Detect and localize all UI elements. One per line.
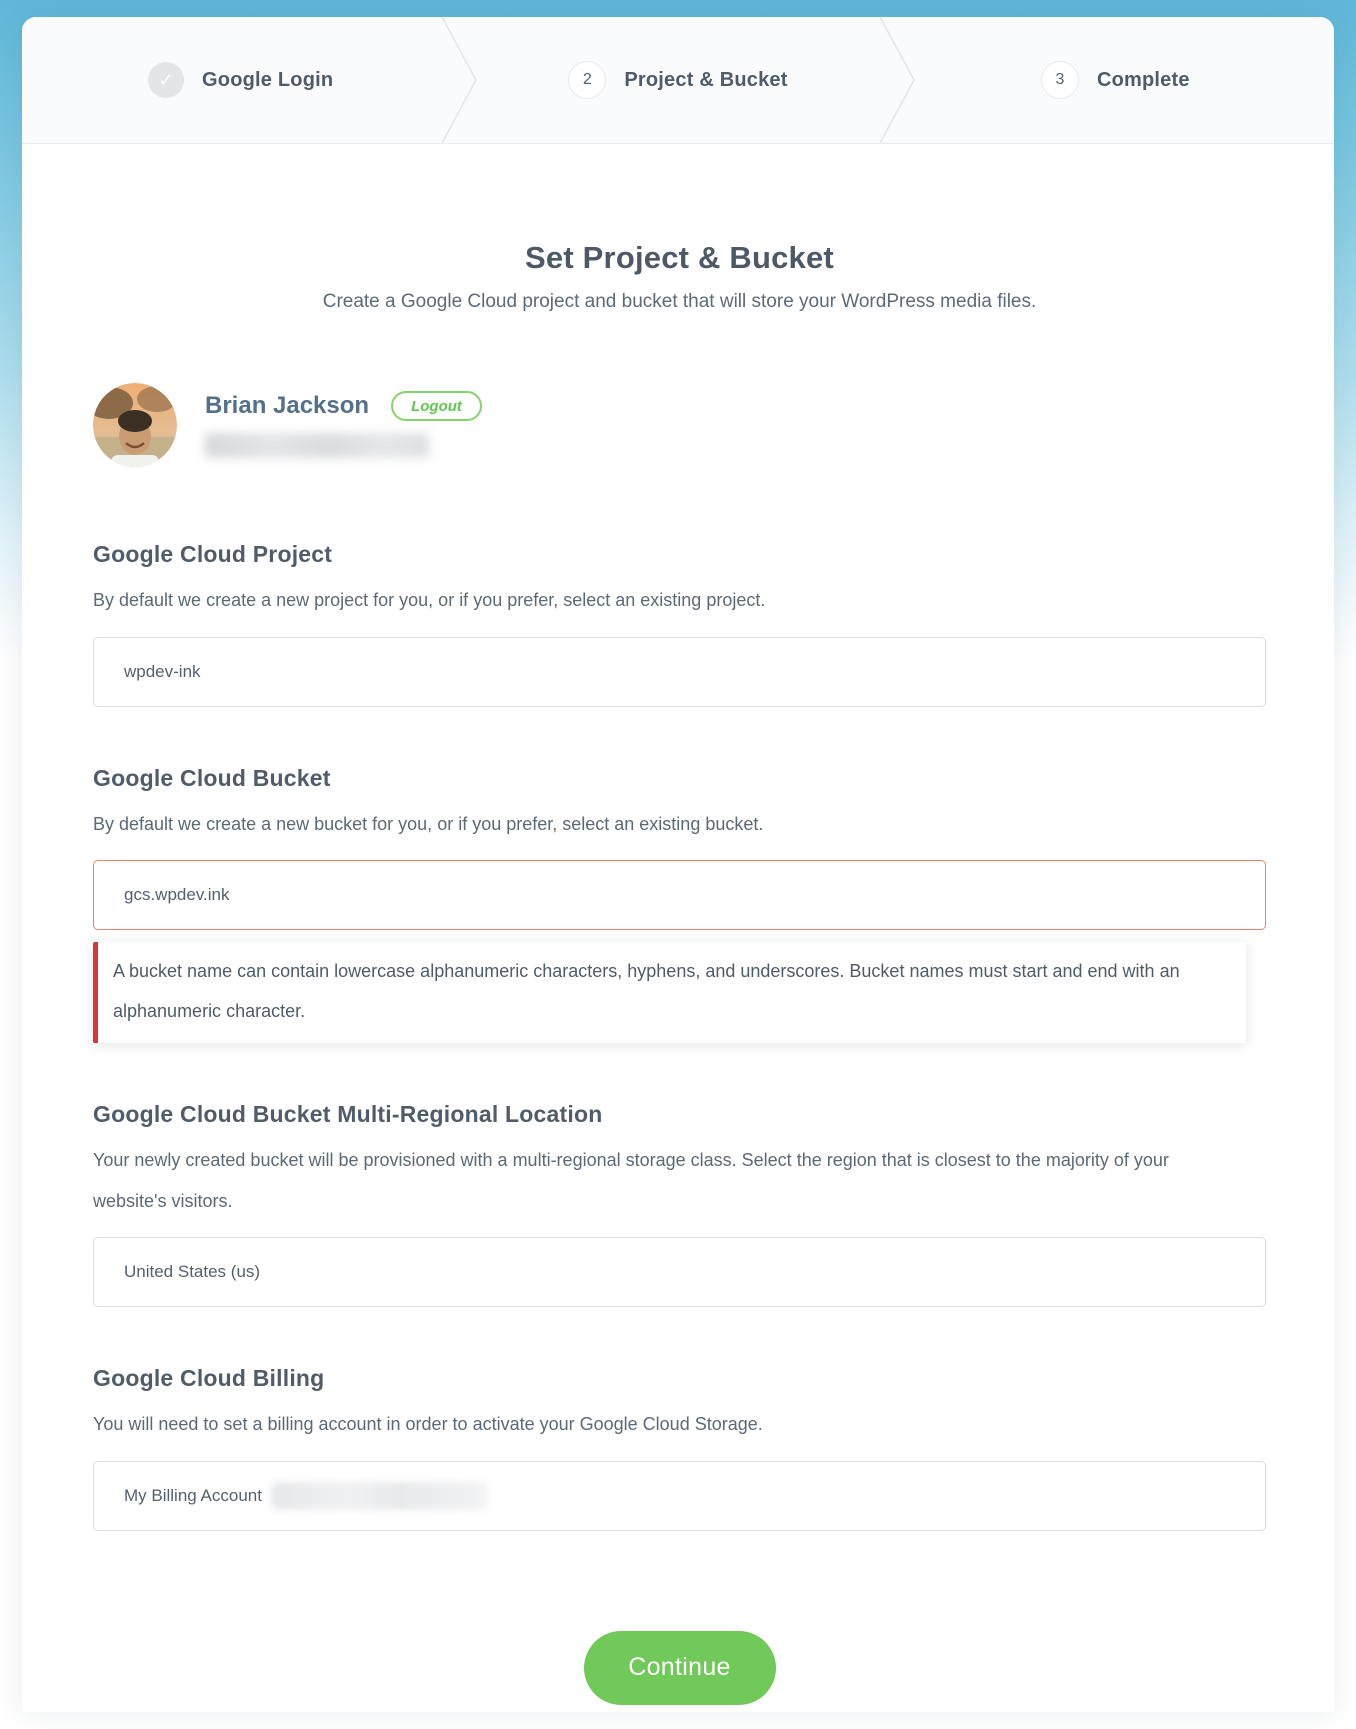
avatar [93, 383, 177, 467]
project-select-input[interactable] [93, 637, 1266, 707]
continue-area [93, 1631, 1266, 1729]
section-heading: Google Cloud Billing [93, 1365, 325, 1392]
wizard-stepper [22, 17, 1334, 144]
section-heading: Google Cloud Bucket [93, 764, 331, 791]
section-google-cloud-billing [93, 1365, 1266, 1531]
step-label: Google Login [202, 68, 334, 91]
billing-selected-value: My Billing Account [124, 1485, 262, 1505]
section-description: You will need to set a billing account in order to activate your Google Cloud Storage. [93, 1414, 763, 1435]
section-google-cloud-bucket [93, 765, 1266, 1044]
continue-button[interactable]: Continue [584, 1631, 776, 1705]
step-project-bucket [459, 17, 896, 143]
google-account-profile [93, 383, 1266, 467]
section-description: By default we create a new project for you, or if you prefer, select an existing project. [93, 590, 766, 610]
section-heading: Google Cloud Project [93, 541, 333, 567]
setup-wizard-card [22, 17, 1334, 1712]
logout-button[interactable]: Logout [391, 391, 482, 421]
billing-account-select[interactable] [93, 1461, 1266, 1531]
profile-name: Brian Jackson [205, 392, 370, 419]
bucket-validation-error: A bucket name can contain lowercase alphanumeric characters, hyphens, and underscores. Bucket names must start and end with an alphanumeric character. [93, 942, 1246, 1043]
section-google-cloud-project [93, 541, 1266, 707]
blurred-billing-id [272, 1482, 487, 1510]
profile-details [205, 383, 482, 458]
step-google-login [22, 17, 459, 143]
section-description: Your newly created bucket will be provisioned with a multi-regional storage class. Select the region that is closest to the majority of your website's visitors. [93, 1150, 1169, 1211]
check-icon: ✓ [148, 62, 184, 98]
bucket-name-input[interactable] [93, 860, 1266, 930]
page-subtitle: Create a Google Cloud project and bucket that will store your WordPress media files. [322, 291, 1037, 312]
step-label: Project & Bucket [624, 68, 788, 91]
section-bucket-location [93, 1101, 1266, 1307]
section-description: By default we create a new bucket for you, or if you prefer, select an existing bucket. [93, 813, 764, 834]
region-selected-value: United States (us) [124, 1262, 261, 1282]
page-title: Set Project & Bucket [525, 240, 834, 275]
step-complete [897, 17, 1334, 143]
step-label: Complete [1096, 68, 1190, 91]
blurred-email [205, 433, 429, 458]
region-select[interactable] [93, 1237, 1266, 1307]
section-heading: Google Cloud Bucket Multi-Regional Location [93, 1101, 603, 1128]
step-number-badge: 3 [1041, 61, 1079, 99]
step-number-badge: 2 [568, 61, 606, 99]
wizard-content [22, 240, 1334, 1729]
